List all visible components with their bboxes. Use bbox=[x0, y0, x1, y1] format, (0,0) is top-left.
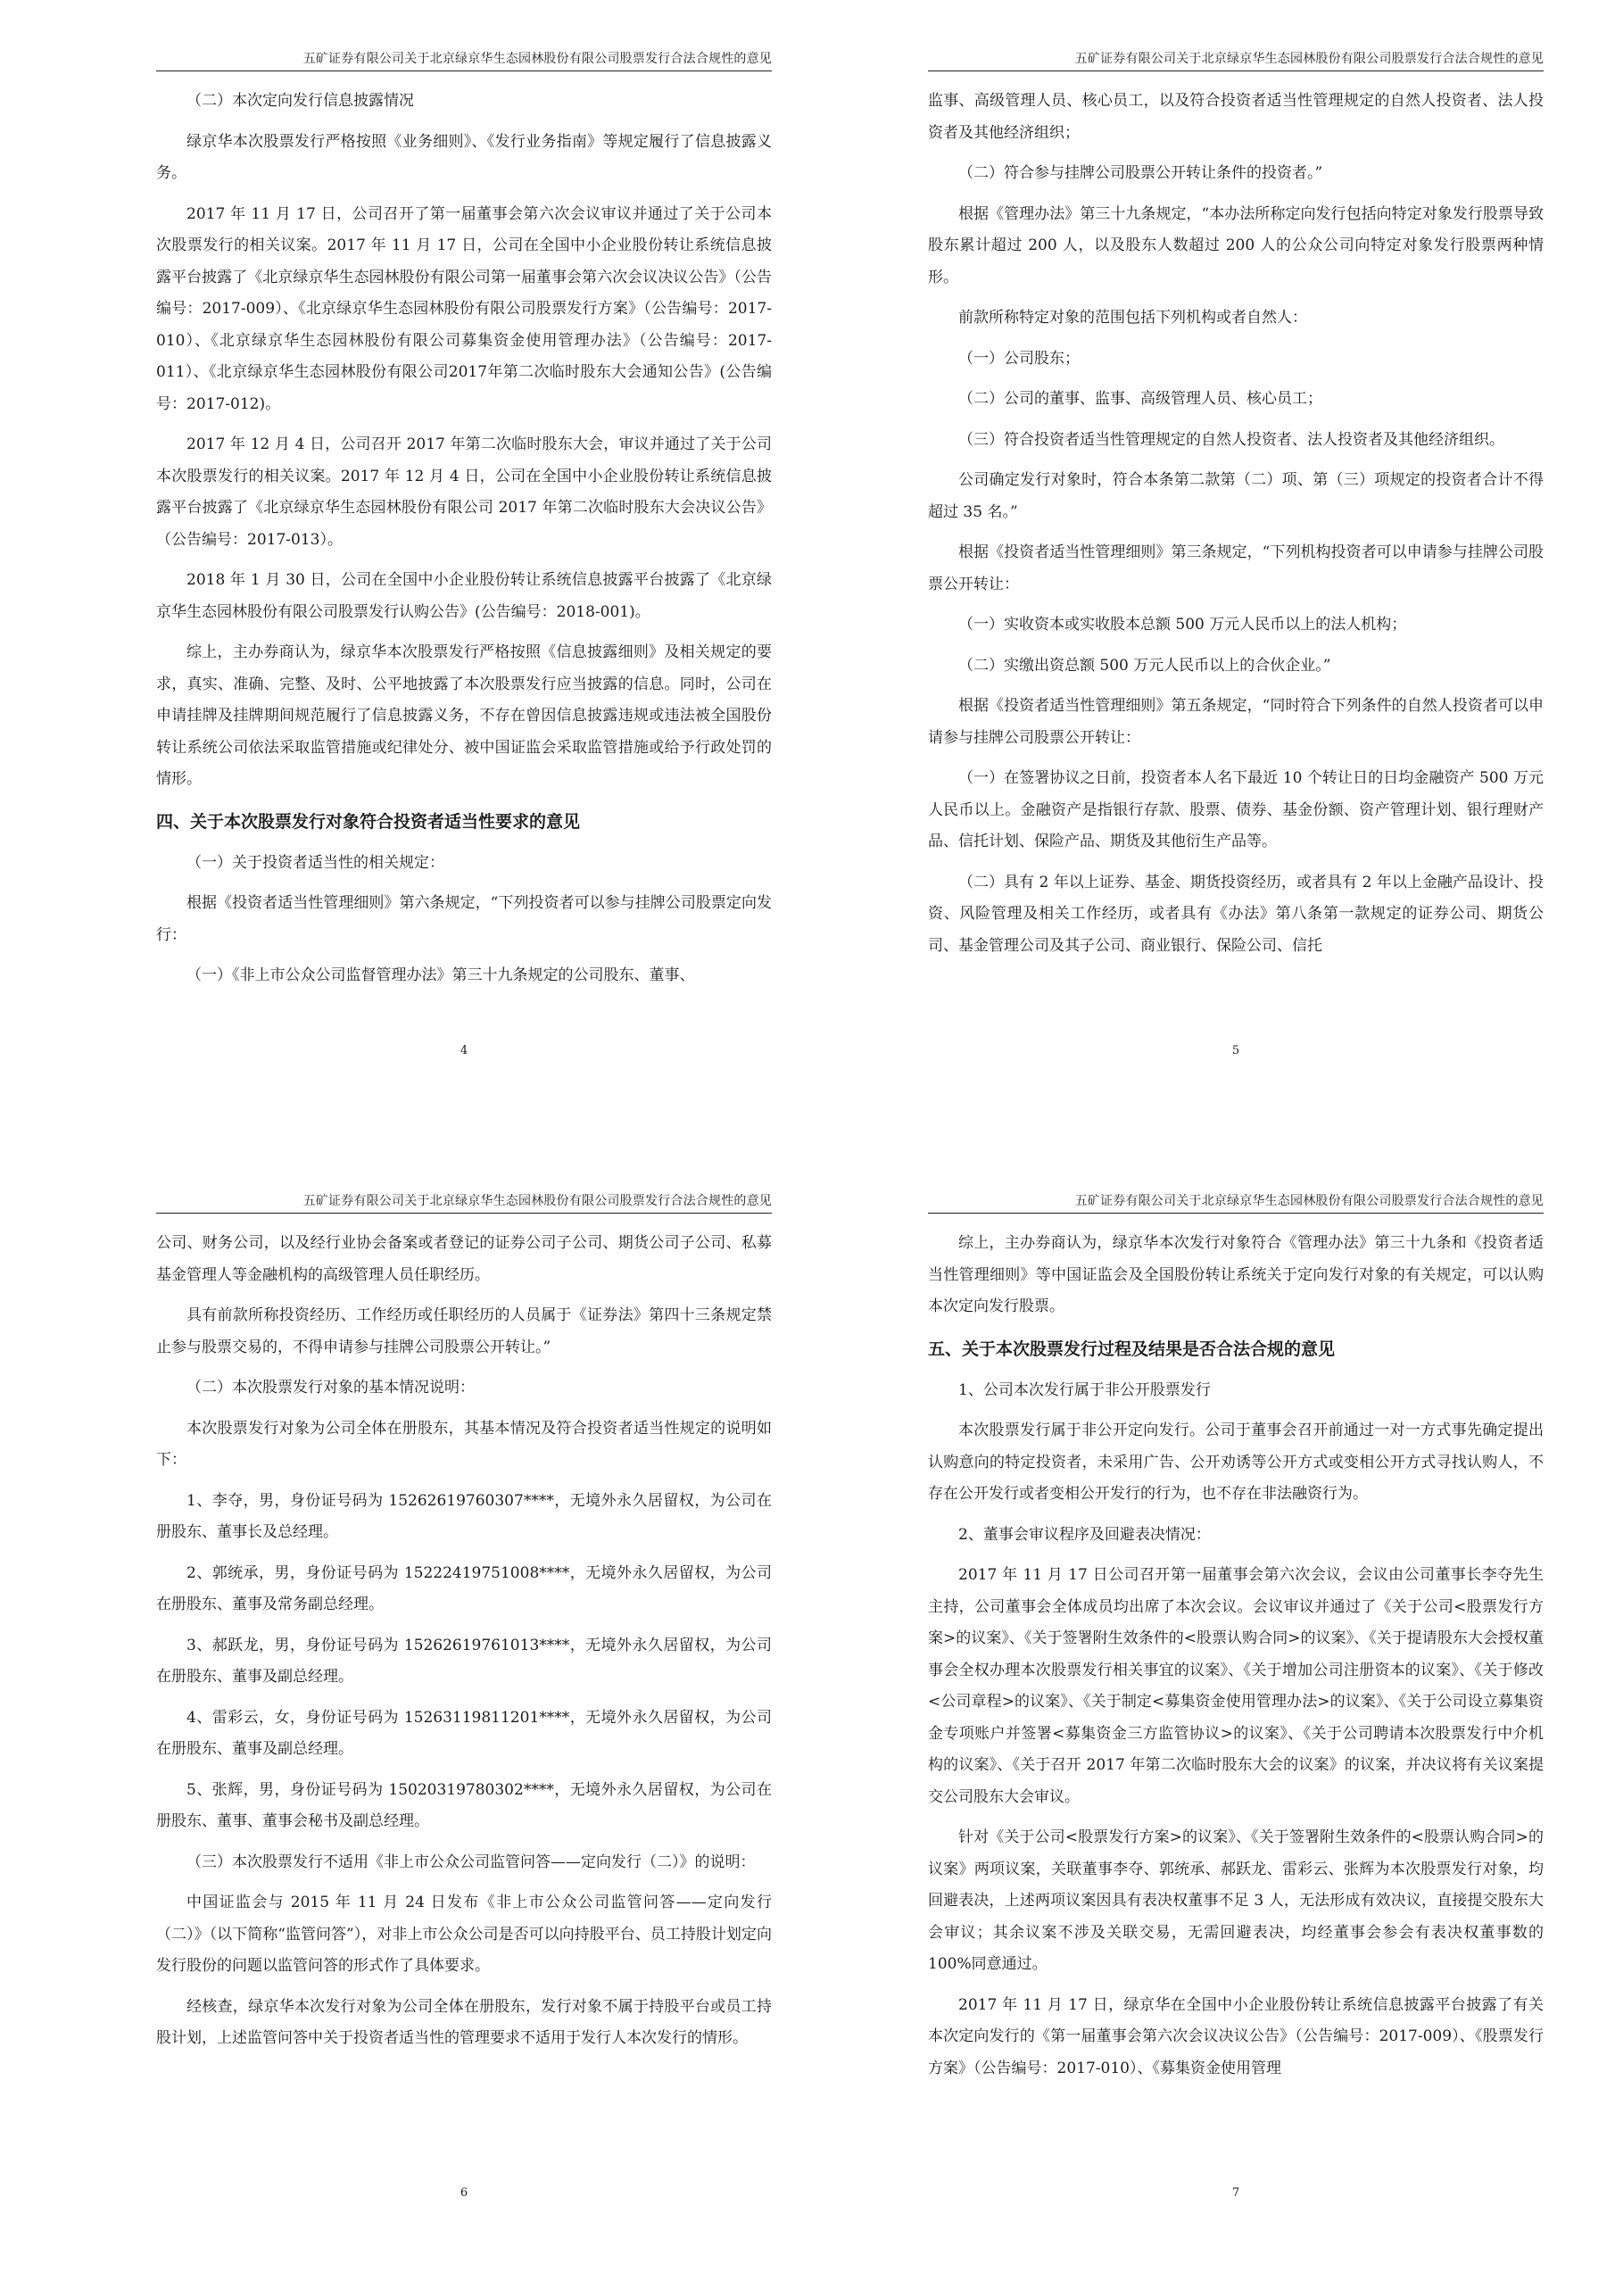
page-number: 5 bbox=[1231, 1044, 1240, 1057]
paragraph: （一）在签署协议之日前，投资者本人名下最近 10 个转让日的日均金融资产 500 万元人民币以上。金融资产是指银行存款、股票、债券、基金份额、资产管理计划、银行理财产品、信托计划、保险产品、期货及其他衍生产品等。 bbox=[928, 769, 1544, 850]
running-header: 五矿证券有限公司关于北京绿京华生态园林股份有限公司股票发行合法合规性的意见 bbox=[928, 1191, 1544, 1214]
paragraph: 2017 年 11 月 17 日，公司召开了第一届董事会第六次会议审议并通过了关于公司本次股票发行的相关议案。2017 年 11 月 17 日，公司在全国中小企业股份转让系统信息披露平台披露了《北京绿京华生态园林股份有限公司第一届董事会第六次会议决议公告》（公告编号：2017-009）、《北京绿京华生态园林股份有限公司股票发行方案》（公告编号：2017-010）、《北京绿京华生态园林股份有限公司募集资金使用管理办法》（公告编号：2017-011）、《北京绿京华生态园林股份有限公司2017年第二次临时股东大会通知公告》(公告编号：2017-012)。 bbox=[156, 204, 772, 413]
paragraph: （一）关于投资者适当性的相关规定： bbox=[186, 853, 444, 872]
page-body bbox=[156, 86, 772, 992]
page-body bbox=[928, 86, 1544, 962]
paragraph: （一）《非上市公众公司监督管理办法》第三十九条规定的公司股东、董事、 bbox=[186, 966, 695, 984]
paragraph: 绿京华本次股票发行严格按照《业务细则》、《发行业务指南》等规定履行了信息披露义务。 bbox=[156, 132, 772, 182]
paragraph: 综上，主办券商认为，绿京华本次股票发行严格按照《信息披露细则》及相关规定的要求，真实、准确、完整、及时、公平地披露了本次股票发行应当披露的信息。同时，公司在申请挂牌及挂牌期间规范履行了信息披露义务，不存在曾因信息披露违规或违法被全国股份转让系统公司依法采取监管措施或纪律处分、被中国证监会采取监管措施或给予行政处罚的情形。 bbox=[156, 643, 772, 788]
paragraph: 根据《投资者适当性管理细则》第三条规定，“下列机构投资者可以申请参与挂牌公司股票公开转让： bbox=[928, 543, 1544, 593]
paragraph: 本次股票发行属于非公开定向发行。公司于董事会召开前通过一对一方式事先确定提出认购意向的特定投资者，未采用广告、公开劝诱等公开方式或变相公开方式寻找认购人，不存在公开发行或者变相公开发行的行为，也不存在非法融资行为。 bbox=[928, 1422, 1544, 1503]
paragraph: （二）符合参与挂牌公司股票公开转让条件的投资者。” bbox=[958, 164, 1323, 182]
paragraph: 1、李夺，男，身份证号码为 15262619760307****，无境外永久居留权，为公司在册股东、董事长及总经理。 bbox=[156, 1491, 772, 1541]
paragraph: 具有前款所称投资经历、工作经历或任职经历的人员属于《证券法》第四十三条规定禁止参与股票交易的，不得申请参与挂牌公司股票公开转让。” bbox=[156, 1306, 772, 1356]
paragraph: （二）本次定向发行信息披露情况 bbox=[186, 92, 414, 110]
paragraph: 4、雷彩云，女，身份证号码为 15263119811201****，无境外永久居留权，为公司在册股东、董事及副总经理。 bbox=[156, 1708, 772, 1758]
paragraph: 公司确定发行对象时，符合本条第二款第（二）项、第（三）项规定的投资者合计不得超过 35 名。” bbox=[928, 471, 1544, 521]
document-page-7 bbox=[928, 1191, 1544, 2200]
running-header: 五矿证券有限公司关于北京绿京华生态园林股份有限公司股票发行合法合规性的意见 bbox=[156, 1191, 772, 1214]
paragraph: 2017 年 12 月 4 日，公司召开 2017 年第二次临时股东大会，审议并通过了关于公司本次股票发行的相关议案。2017 年 12 月 4 日，公司在全国中小企业股份转让系统信息披露平台披露了《北京绿京华生态园林股份有限公司 2017 年第二次临时股东大会决议公告》（公告编号：2017-013）。 bbox=[156, 435, 772, 549]
paragraph: （三）本次股票发行不适用《非上市公众公司监管问答——定向发行（二）》的说明： bbox=[186, 1853, 756, 1871]
paragraph: 2018 年 1 月 30 日，公司在全国中小企业股份转让系统信息披露平台披露了《北京绿京华生态园林股份有限公司股票发行认购公告》(公告编号：2018-001)。 bbox=[156, 571, 772, 621]
paragraph: 1、公司本次发行属于非公开股票发行 bbox=[958, 1380, 1211, 1399]
page-number: 6 bbox=[460, 2186, 468, 2200]
paragraph: 中国证监会与 2015 年 11 月 24 日发布《非上市公众公司监管问答——定向发行（二）》（以下简称“监管问答”），对非上市公众公司是否可以向持股平台、员工持股计划定向发行股份的问题以监管问答的形式作了具体要求。 bbox=[156, 1894, 772, 1975]
paragraph: 3、郝跃龙，男，身份证号码为 15262619761013****，无境外永久居留权，为公司在册股东、董事及副总经理。 bbox=[156, 1636, 772, 1686]
page-number: 4 bbox=[460, 1044, 468, 1057]
paragraph: （一）实收资本或实收股本总额 500 万元人民币以上的法人机构； bbox=[958, 616, 1407, 634]
document-page-6 bbox=[156, 1191, 772, 2200]
paragraph: 经核查，绿京华本次发行对象为公司全体在册股东，发行对象不属于持股平台或员工持股计划，上述监管问答中关于投资者适当性的管理要求不适用于发行人本次发行的情形。 bbox=[156, 1997, 772, 2047]
paragraph: 根据《管理办法》第三十九条规定，“本办法所称定向发行包括向特定对象发行股票导致股东累计超过 200 人，以及股东人数超过 200 人的公众公司向特定对象发行股票两种情形。 bbox=[928, 204, 1544, 286]
paragraph: 5、张辉，男，身份证号码为 15020319780302****，无境外永久居留权，为公司在册股东、董事、董事会秘书及副总经理。 bbox=[156, 1780, 772, 1830]
paragraph: 2、董事会审议程序及回避表决情况： bbox=[958, 1525, 1211, 1544]
document-page-5 bbox=[928, 49, 1544, 1057]
paragraph: 根据《投资者适当性管理细则》第五条规定，“同时符合下列条件的自然人投资者可以申请参与挂牌公司股票公开转让： bbox=[928, 697, 1544, 747]
paragraph: 2、郭统承，男，身份证号码为 15222419751008****，无境外永久居留权，为公司在册股东、董事及常务副总经理。 bbox=[156, 1563, 772, 1613]
paragraph: 前款所称特定对象的范围包括下列机构或者自然人： bbox=[958, 309, 1307, 327]
paragraph: 公司、财务公司，以及经行业协会备案或者登记的证券公司子公司、期货公司子公司、私募基金管理人等金融机构的高级管理人员任职经历。 bbox=[156, 1234, 772, 1284]
page-number: 7 bbox=[1231, 2186, 1240, 2200]
paragraph: 针对《关于公司<股票发行方案>的议案》、《关于签署附生效条件的<股票认购合同>的议案》两项议案，关联董事李夺、郭统承、郝跃龙、雷彩云、张辉为本次股票发行对象，均回避表决，上述两项议案因具有表决权董事不足 3 人，无法形成有效决议，直接提交股东大会审议；其余议案不涉及关联交易，无需回避表决，均经董事会参会有表决权董事数的 100%同意通过。 bbox=[928, 1828, 1544, 1973]
section-heading: 五、关于本次股票发行过程及结果是否合法合规的意见 bbox=[928, 1339, 1336, 1359]
paragraph: （二）公司的董事、监事、高级管理人员、核心员工； bbox=[958, 390, 1322, 408]
paragraph: 2017 年 11 月 17 日，绿京华在全国中小企业股份转让系统信息披露平台披露了有关本次定向发行的《第一届董事会第六次会议决议公告》（公告编号：2017-009）、《股票发行方案》（公告编号：2017-010）、《募集资金使用管理 bbox=[928, 1995, 1544, 2077]
paragraph: 综上，主办券商认为，绿京华本次发行对象符合《管理办法》第三十九条和《投资者适当性管理细则》等中国证监会及全国股份转让系统关于定向发行对象的有关规定，可以认购本次定向发行股票。 bbox=[928, 1234, 1544, 1315]
paragraph: 根据《投资者适当性管理细则》第六条规定，“下列投资者可以参与挂牌公司股票定向发行： bbox=[156, 894, 772, 944]
paragraph: 监事、高级管理人员、核心员工，以及符合投资者适当性管理规定的自然人投资者、法人投资者及其他经济组织； bbox=[928, 92, 1544, 142]
document-page-4 bbox=[156, 49, 772, 1057]
paragraph: 本次股票发行对象为公司全体在册股东，其基本情况及符合投资者适当性规定的说明如下： bbox=[156, 1419, 772, 1469]
paragraph: （一）公司股东； bbox=[958, 349, 1080, 368]
paragraph: 2017 年 11 月 17 日公司召开第一届董事会第六次会议，会议由公司董事长李夺先生主持，公司董事会全体成员均出席了本次会议。会议审议并通过了《关于公司<股票发行方案>的议案》、《关于签署附生效条件的<股票认购合同>的议案》、《关于提请股东大会授权董事会全权办理本次股票发行相关事宜的议案》、《关于增加公司注册资本的议案》、《关于修改<公司章程>的议案》、《关于制定<募集资金使用管理办法>的议案》、《关于公司设立募集资金专项账户并签署<募集资金三方监管协议>的议案》、《关于公司聘请本次股票发行中介机构的议案》、《关于召开 2017 年第二次临时股东大会的议案》的议案，并决议将有关议案提交公司股东大会审议。 bbox=[928, 1566, 1544, 1806]
paragraph: （三）符合投资者适当性管理规定的自然人投资者、法人投资者及其他经济组织。 bbox=[958, 430, 1504, 449]
page-body bbox=[156, 1228, 772, 2055]
running-header: 五矿证券有限公司关于北京绿京华生态园林股份有限公司股票发行合法合规性的意见 bbox=[928, 49, 1544, 71]
paragraph: （二）本次股票发行对象的基本情况说明： bbox=[186, 1379, 475, 1397]
running-header: 五矿证券有限公司关于北京绿京华生态园林股份有限公司股票发行合法合规性的意见 bbox=[156, 49, 772, 71]
paragraph: （二）实缴出资总额 500 万元人民币以上的合伙企业。” bbox=[958, 656, 1331, 675]
section-heading: 四、关于本次股票发行对象符合投资者适当性要求的意见 bbox=[156, 811, 581, 832]
page-body bbox=[928, 1228, 1544, 2085]
paragraph: （二）具有 2 年以上证券、基金、期货投资经历，或者具有 2 年以上金融产品设计、投资、风险管理及相关工作经历，或者具有《办法》第八条第一款规定的证券公司、期货公司、基金管理公司及其子公司、商业银行、保险公司、信托 bbox=[928, 873, 1544, 955]
